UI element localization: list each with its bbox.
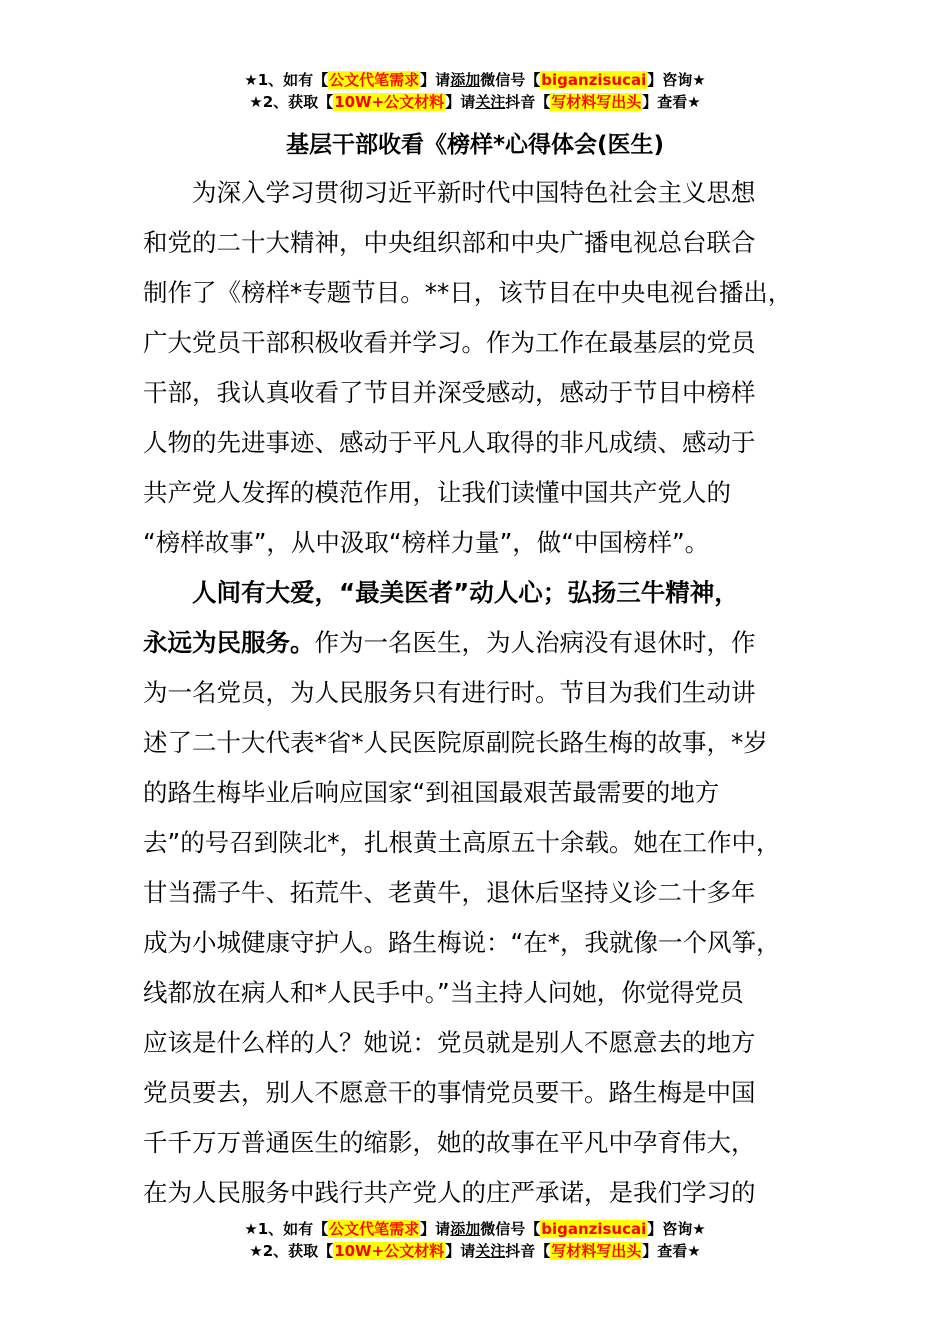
section-heading: 人间有大爱，“最美医者”动人心；弘扬三牛精神， [192,578,739,607]
body-line: “榜样故事”，从中汲取“榜样力量”，做“中国榜样”。 [143,528,710,557]
banner-line-wechat [0,69,950,91]
banner-text: 抖音【 [505,1242,551,1260]
highlight-wechat-id: biganzisucai [541,71,647,89]
banner-line-wechat [0,1218,950,1240]
body-line: 述了二十大代表*省*人民医院原副院长路生梅的故事，*岁 [143,728,768,757]
body-line: 为深入学习贯彻习近平新时代中国特色社会主义思想 [192,178,756,207]
highlight-materials: 10W+公文材料 [334,1242,445,1260]
banner-text: ★1、如有【 [244,71,329,89]
banner-text: 】请 [445,93,476,111]
document-body [143,168,833,1218]
body-line: 成为小城健康守护人。路生梅说：“在*，我就像一个风筝， [143,928,781,957]
highlight-douyin-account: 写材料写出头 [551,93,642,111]
banner-text: 】请 [420,71,451,89]
banner-text: 抖音【 [505,93,551,111]
body-line: 甘当孺子牛、拓荒牛、老黄牛，退休后坚持义诊二十多年 [143,878,756,907]
header-banner [0,69,950,113]
body-line: 干部，我认真收看了节目并深受感动，感动于节目中榜样 [143,378,756,407]
banner-text: 】请 [420,1220,451,1238]
highlight-wechat-id: biganzisucai [541,1220,647,1238]
body-line: 为一名党员，为人民服务只有进行时。节目为我们生动讲 [143,678,756,707]
body-line: 党员要去，别人不愿意干的事情党员要干。路生梅是中国 [143,1078,756,1107]
body-line: 的路生梅毕业后响应国家“到祖国最艰苦最需要的地方 [143,778,720,807]
body-line: 千千万万普通医生的缩影，她的故事在平凡中孕育伟大， [143,1128,756,1157]
highlight-ghostwriting: 公文代笔需求 [329,71,420,89]
banner-text: 】咨询★ [647,1220,706,1238]
body-line: 制作了《榜样*专题节目。**日，该节目在中央电视台播出， [143,278,793,307]
underlined-follow: 关注 [475,93,506,111]
banner-text: ★2、获取【 [249,93,334,111]
highlight-ghostwriting: 公文代笔需求 [329,1220,420,1238]
body-line: 线都放在病人和*人民手中。”当主持人问她，你觉得党员 [143,978,744,1007]
body-line: 去”的号召到陕北*，扎根黄土高原五十余载。她在工作中， [143,828,781,857]
body-line: 和党的二十大精神，中央组织部和中央广播电视总台联合 [143,228,756,257]
footer-banner [0,1218,950,1262]
banner-text: ★1、如有【 [244,1220,329,1238]
body-line: 人物的先进事迹、感动于平凡人取得的非凡成绩、感动于 [143,428,756,457]
body-line: 广大党员干部积极收看并学习。作为工作在最基层的党员 [143,328,756,357]
banner-text: 微信号【 [480,71,541,89]
banner-line-douyin [0,91,950,113]
highlight-douyin-account: 写材料写出头 [551,1242,642,1260]
underlined-follow: 关注 [475,1242,506,1260]
body-line: 在为人民服务中践行共产党人的庄严承诺，是我们学习的 [143,1178,756,1207]
section-heading-end: 永远为民服务。 [143,628,315,657]
banner-text: ★2、获取【 [249,1242,334,1260]
document-title: 基层干部收看《榜样*心得体会(医生) [285,132,665,158]
underlined-add: 添加 [450,1220,481,1238]
underlined-add: 添加 [450,71,481,89]
banner-text: 】查看★ [642,93,701,111]
banner-text: 】咨询★ [647,71,706,89]
highlight-materials: 10W+公文材料 [334,93,445,111]
banner-text: 微信号【 [480,1220,541,1238]
body-line: 应该是什么样的人？她说：党员就是别人不愿意去的地方 [143,1028,756,1057]
body-line: 共产党人发挥的模范作用，让我们读懂中国共产党人的 [143,478,731,507]
body-line [143,618,833,668]
banner-line-douyin [0,1240,950,1262]
body-line-text: 作为一名医生，为人治病没有退休时，作 [314,628,756,657]
banner-text: 】查看★ [642,1242,701,1260]
banner-text: 】请 [445,1242,476,1260]
